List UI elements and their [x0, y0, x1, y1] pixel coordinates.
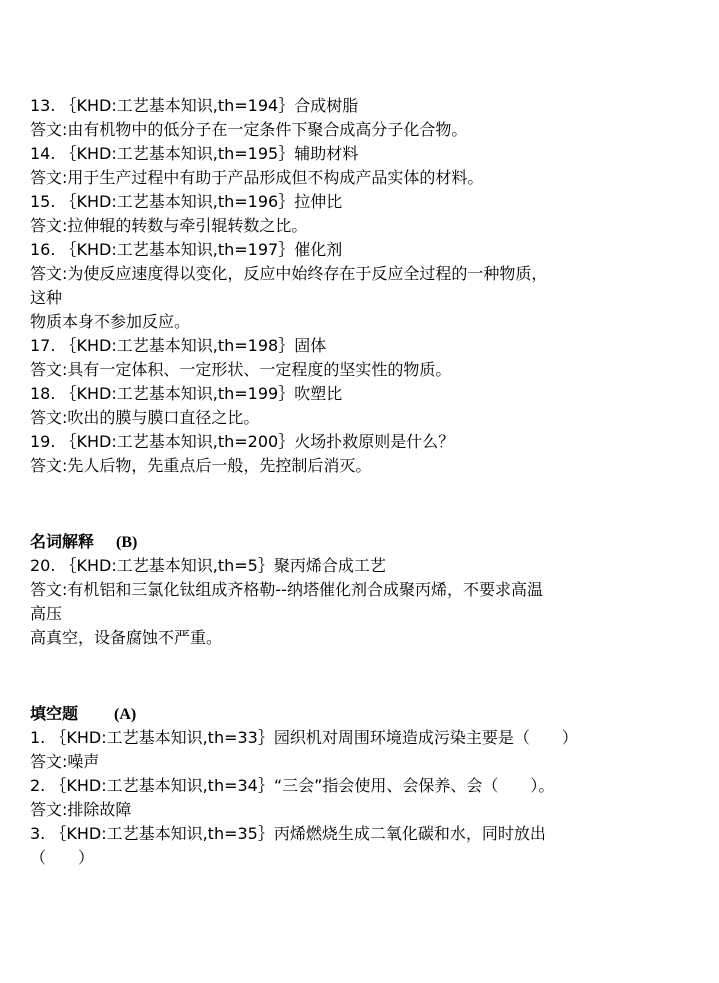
question-3-blank: （ ）	[30, 848, 95, 867]
section-heading-definitions	[30, 530, 137, 555]
answer-19: 答文:先人后物，先重点后一般，先控制后消灭。	[30, 456, 372, 475]
section-heading-fill-blank	[30, 702, 136, 727]
question-20: 20. ｛KHD:工艺基本知识,th=5｝聚丙烯合成工艺	[30, 556, 386, 575]
question-1: 1. ｛KHD:工艺基本知识,th=33｝园织机对周围环境造成污染主要是（ ）	[30, 728, 578, 747]
answer-16-line2: 这种	[30, 288, 63, 307]
question-3: 3. ｛KHD:工艺基本知识,th=35｝丙烯燃烧生成二氧化碳和水，同时放出	[30, 824, 546, 843]
answer-20-line2: 高压	[30, 604, 63, 623]
section-level-tag: (B)	[116, 534, 138, 551]
answer-15: 答文:拉伸辊的转数与牵引辊转数之比。	[30, 216, 308, 235]
question-13: 13. ｛KHD:工艺基本知识,th=194｝合成树脂	[30, 96, 359, 115]
section-level-tag: (A)	[114, 706, 137, 723]
answer-13: 答文:由有机物中的低分子在一定条件下聚合成高分子化合物。	[30, 120, 468, 139]
answer-1: 答文:噪声	[30, 752, 100, 771]
question-18: 18. ｛KHD:工艺基本知识,th=199｝吹塑比	[30, 384, 343, 403]
question-17: 17. ｛KHD:工艺基本知识,th=198｝固体	[30, 336, 327, 355]
answer-20-line1: 答文:有机铝和三氯化钛组成齐格勒--纳塔催化剂合成聚丙烯，不要求高温	[30, 580, 543, 599]
answer-2: 答文:排除故障	[30, 800, 132, 819]
question-15: 15. ｛KHD:工艺基本知识,th=196｝拉伸比	[30, 192, 343, 211]
section-title: 名词解释	[30, 532, 95, 551]
question-19: 19. ｛KHD:工艺基本知识,th=200｝火场扑救原则是什么？	[30, 432, 455, 451]
answer-18: 答文:吹出的膜与膜口直径之比。	[30, 408, 260, 427]
answer-20-line3: 高真空，设备腐蚀不严重。	[30, 628, 223, 647]
answer-14: 答文:用于生产过程中有助于产品形成但不构成产品实体的材料。	[30, 168, 484, 187]
question-14: 14. ｛KHD:工艺基本知识,th=195｝辅助材料	[30, 144, 359, 163]
answer-16-line3: 物质本身不参加反应。	[30, 312, 191, 331]
answer-17: 答文:具有一定体积、一定形状、一定程度的坚实性的物质。	[30, 360, 452, 379]
answer-16-line1: 答文:为使反应速度得以变化，反应中始终存在于反应全过程的一种物质，	[30, 264, 548, 283]
question-2: 2. ｛KHD:工艺基本知识,th=34｝“三会”指会使用、会保养、会（ ）。	[30, 776, 555, 795]
question-16: 16. ｛KHD:工艺基本知识,th=197｝催化剂	[30, 240, 343, 259]
section-title: 填空题	[30, 704, 79, 723]
